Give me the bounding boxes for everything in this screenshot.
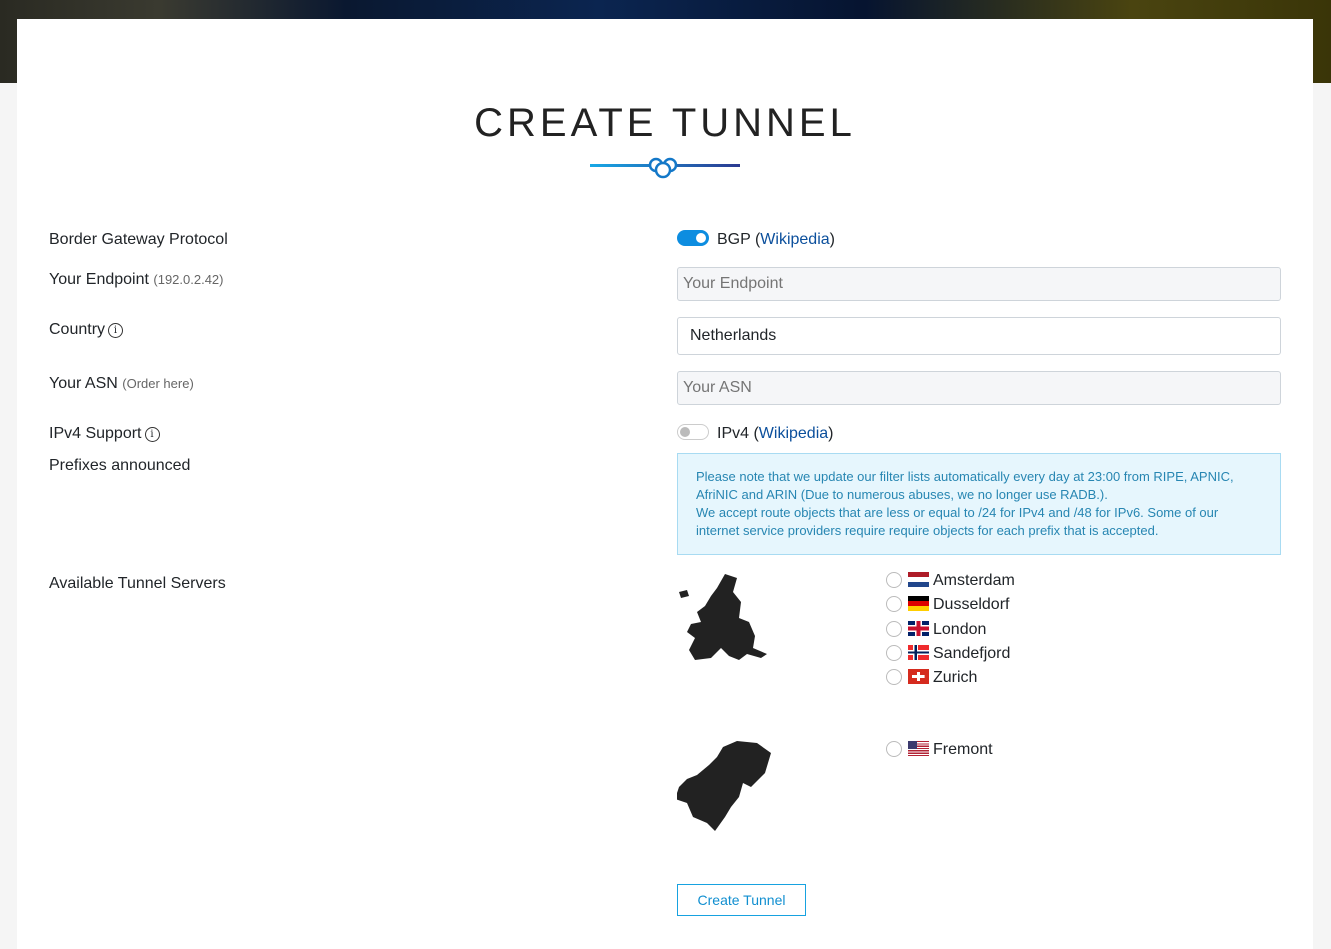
ipv4-label bbox=[49, 425, 160, 443]
europe-map-icon bbox=[677, 572, 777, 667]
amsterdam-flag-icon bbox=[908, 572, 929, 587]
asn-input[interactable] bbox=[677, 371, 1281, 405]
endpoint-hint: (192.0.2.42) bbox=[153, 272, 224, 287]
server-name: Fremont bbox=[933, 741, 993, 758]
title-divider-icon bbox=[590, 157, 740, 179]
radio-button[interactable] bbox=[886, 645, 902, 661]
radio-button[interactable] bbox=[886, 741, 902, 757]
fremont-flag-icon bbox=[908, 741, 929, 756]
asn-label bbox=[49, 375, 194, 393]
server-option-zurich[interactable] bbox=[886, 669, 977, 693]
ipv4-toggle-label: IPv4 bbox=[717, 425, 750, 442]
server-name: Dusseldorf bbox=[933, 596, 1010, 614]
server-option-amsterdam[interactable] bbox=[886, 572, 1015, 596]
endpoint-input[interactable] bbox=[677, 267, 1281, 301]
london-flag-icon bbox=[908, 621, 929, 636]
info-icon[interactable]: i bbox=[108, 323, 123, 338]
north-america-map-icon bbox=[677, 739, 777, 837]
sandefjord-flag-icon bbox=[908, 645, 929, 660]
radio-button[interactable] bbox=[886, 572, 902, 588]
ipv4-wikipedia-link[interactable]: Wikipedia bbox=[758, 425, 829, 442]
radio-button[interactable] bbox=[886, 669, 902, 685]
zurich-flag-icon bbox=[908, 669, 929, 684]
bgp-toggle-row: BGP (Wikipedia) bbox=[677, 230, 1281, 249]
server-option-sandefjord[interactable] bbox=[886, 645, 1010, 669]
bgp-toggle-label: BGP bbox=[717, 231, 751, 248]
radio-button[interactable] bbox=[886, 596, 902, 612]
prefixes-label: Prefixes announced bbox=[49, 457, 191, 474]
country-label bbox=[49, 321, 123, 339]
notice-line-2: We accept route objects that are less or equal to /24 for IPv4 and /48 for IPv6. Some of our internet service providers require require objects for each prefix that is accepted. bbox=[696, 505, 1219, 538]
page-title: CREATE TUNNEL bbox=[474, 101, 856, 145]
ipv4-label-text: IPv4 Support bbox=[49, 425, 142, 442]
bgp-label: Border Gateway Protocol bbox=[49, 231, 228, 248]
country-label-text: Country bbox=[49, 321, 106, 338]
dusseldorf-flag-icon bbox=[908, 596, 929, 611]
server-name: Zurich bbox=[933, 669, 978, 687]
server-name: London bbox=[933, 620, 987, 638]
endpoint-label-text: Your Endpoint bbox=[49, 271, 149, 288]
ipv4-toggle-row: IPv4 (Wikipedia) bbox=[677, 424, 1281, 443]
bgp-wikipedia-link[interactable]: Wikipedia bbox=[760, 231, 830, 248]
endpoint-label bbox=[49, 271, 224, 289]
bgp-toggle[interactable] bbox=[677, 230, 709, 246]
ipv4-toggle[interactable] bbox=[677, 424, 709, 440]
server-option-london[interactable] bbox=[886, 621, 986, 645]
order-asn-link[interactable]: (Order here) bbox=[122, 376, 194, 391]
form-card bbox=[17, 19, 1313, 949]
info-icon[interactable]: i bbox=[145, 427, 160, 442]
servers-label: Available Tunnel Servers bbox=[49, 575, 226, 592]
radio-button[interactable] bbox=[886, 621, 902, 637]
server-option-fremont[interactable] bbox=[886, 741, 993, 765]
server-name: Amsterdam bbox=[933, 572, 1015, 589]
create-tunnel-button[interactable]: Create Tunnel bbox=[677, 884, 806, 916]
country-select[interactable]: Netherlands bbox=[677, 317, 1281, 355]
asn-label-text: Your ASN bbox=[49, 375, 118, 392]
notice-line-1: Please note that we update our filter lists automatically every day at 23:00 from RIPE, APNIC, AfriNIC and ARIN (Due to numerous abuses, we no longer use RADB.). bbox=[696, 469, 1234, 502]
server-name: Sandefjord bbox=[933, 644, 1011, 662]
filter-notice bbox=[677, 453, 1281, 555]
server-option-dusseldorf[interactable] bbox=[886, 596, 1009, 620]
